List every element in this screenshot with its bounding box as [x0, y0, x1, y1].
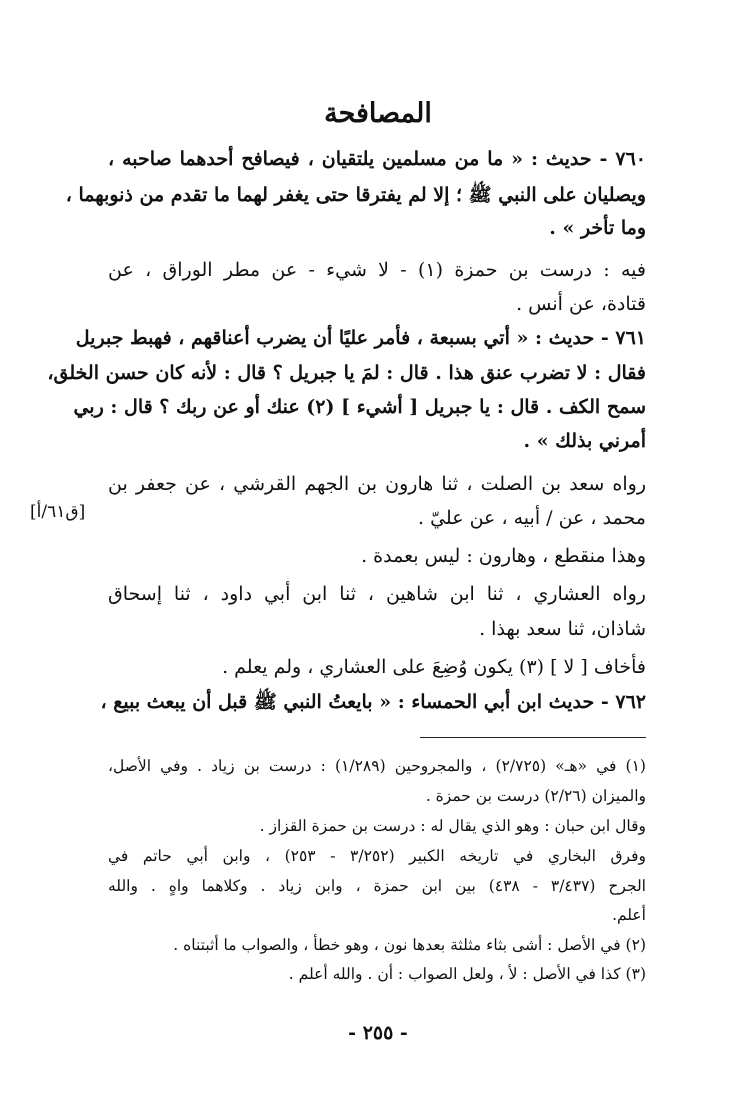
body-line: ٧٦٢ - حديث ابن أبي الحمساء : « بايعتُ النبي ﷺ قبل أن يبعث ببيع ، [100, 691, 646, 713]
body-line: قتادة، عن أنس . [516, 293, 646, 315]
body-line: فيه : درست بن حمزة (١) - لا شيء - عن مطر الوراق ، عن [108, 259, 646, 281]
page-title: المصافحة [324, 98, 432, 129]
body-line: فأخاف [ لا ] (٣) يكون وُضِعَ على العشاري ، ولم يعلم . [222, 656, 646, 678]
page-number: - ٢٥٥ - [348, 1022, 408, 1044]
body-line: رواه العشاري ، ثنا ابن شاهين ، ثنا ابن أبي داود ، ثنا إسحاق [108, 583, 646, 605]
margin-folio-note: [ق٦١/أ] [30, 502, 86, 522]
footnote-line: (١) في «هـ» (٢/٧٢٥) ، والمجروحين (١/٢٨٩) : درست بن زياد . وفي الأصل، [108, 757, 646, 775]
footnote-line: وقال ابن حبان : وهو الذي يقال له : درست بن حمزة القزاز . [259, 817, 646, 835]
body-line: أمرني بذلك » . [523, 430, 646, 452]
body-line: ٧٦١ - حديث : « أتي بسبعة ، فأمر عليًا أن يضرب أعناقهم ، فهبط جبريل [75, 327, 646, 349]
footnote-line: (٢) في الأصل : أشى بثاء مثلثة بعدها نون ، وهو خطأ ، والصواب ما أثبتناه . [173, 936, 646, 954]
footnote-line: أعلم. [612, 906, 646, 924]
body-line: شاذان، ثنا سعد بهذا . [479, 618, 646, 640]
footnote-line: الجرح (٣/٤٣٧ - ٤٣٨) بين ابن حمزة ، وابن زياد . وكلاهما واهٍ . والله [108, 877, 646, 895]
body-line: رواه سعد بن الصلت ، ثنا هارون بن الجهم القرشي ، عن جعفر بن [108, 473, 646, 495]
body-line: وهذا منقطع ، وهارون : ليس بعمدة . [361, 545, 646, 567]
footnote-line: والميزان (٢/٢٦) درست بن حمزة . [425, 787, 646, 805]
body-line: ٧٦٠ - حديث : « ما من مسلمين يلتقيان ، فيصافح أحدهما صاحبه ، [108, 148, 646, 170]
footnote-line: وفرق البخاري في تاريخه الكبير (٣/٢٥٢ - ٢٥٣) ، وابن أبي حاتم في [108, 847, 646, 865]
body-line: وما تأخر » . [549, 217, 646, 239]
footnote-separator [420, 737, 646, 738]
body-line: محمد ، عن / أبيه ، عن عليّ . [418, 507, 646, 529]
body-line: سمح الكف . قال : يا جبريل [ أشيء ] (٢) عنك أو عن ربك ؟ قال : ربي [73, 396, 646, 418]
footnote-line: (٣) كذا في الأصل : لأ ، ولعل الصواب : أن . والله أعلم . [288, 965, 646, 983]
body-line: ويصليان على النبي ﷺ ؛ إلا لم يفترقا حتى يغفر لهما ما تقدم من ذنوبهما ، [65, 184, 646, 206]
body-line: فقال : لا تضرب عنق هذا . قال : لمَ يا جبريل ؟ قال : لأنه كان حسن الخلق، [47, 362, 646, 384]
